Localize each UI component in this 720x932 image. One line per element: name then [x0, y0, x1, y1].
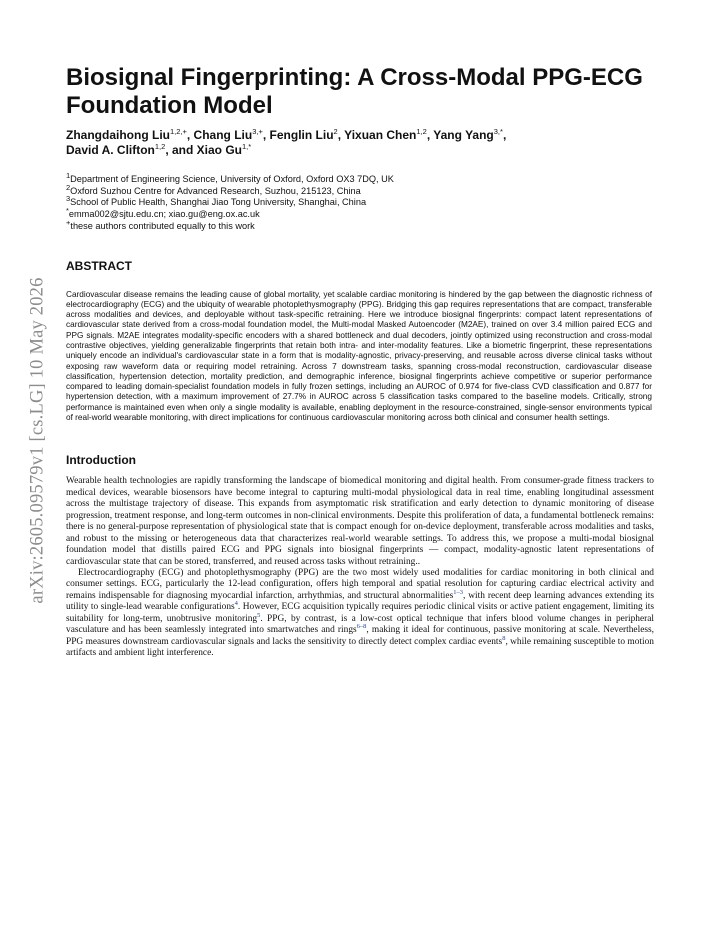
intro-paragraph-1: Wearable health technologies are rapidly transforming the landscape of biomedical monitoring and digital health. From consumer-grade fitness trackers to medical devices, wearable biosensors have become integral to capturing multi-modal physiological data in real time, enabling longitudinal assessment across the multistage trajectory of disease. This expands from asymptomatic risk stratification and early detection to dynamic monitoring of disease progression, treatment response, and long-term outcomes in non-clinical environments. Despite this proliferation of data, a fundamental bottleneck remains: there is no general-purpose representation of physiological state that is compact enough for on-device deployment, transferable across modalities and tasks, and robust to the missing or heterogeneous data that characterizes real-world wearable settings. To address this, we propose a multi-modal biosignal foundation model that distills paired ECG and PPG signals into biosignal fingerprints — compact, modality-agnostic latent representations of cardiovascular state that can be stored, transferred, and reused across tasks without retraining..: [66, 476, 654, 567]
author: Xiao $Gu^{1,*}$: [196, 142, 252, 157]
abstract-text: Cardiovascular disease remains the leading cause of global mortality, yet scalable cardiac monitoring is hindered by the gap between the diagnostic richness of electrocardiography (ECG) and the ubiquity of wearable photoplethysmography (PPG). Bridging this gap requires representations that are compact, transferable across modalities and devices, and deployable without task-specific retraining. Here we introduce biosignal fingerprints: compact latent representations of cardiovascular state derived from a cross-modal foundation model, the Multi-modal Masked Autoencoder (M2AE), trained on over 3.4 million paired ECG and PPG signals. M2AE integrates modality-specific encoders with a shared bottleneck and dual decoders, jointly optimized using reconstruction and cross-modal contrastive objectives, yielding generalizable fingerprints that retain both intra- and inter-modality features. Like a biometric fingerprint, these representations uniquely encode an individual's cardiovascular state in a form that is modality-agnostic, privacy-preserving, and reusable across diverse clinical tasks without exposing raw waveform data or requiring model retraining. Across 7 downstream tasks, spanning cross-modal reconstruction, cardiovascular disease classification, hypertension detection, mortality prediction, and demographic inference, biosignal fingerprints achieve competitive or superior performance compared to leading domain-specialist foundation models in fully frozen settings, including an AUROC of 0.974 for five-class CVD classification and 0.877 for hypertension detection, with a maximum improvement of 27.7% in AUROC across 5 classification tasks compared to the baseline models. Critically, strong performance is maintained even when only a single modality is available, enabling deployment in the resource-constrained, single-sensor environments typical of real-world wearable monitoring, with direct implications for continuous cardiovascular monitoring across both clinical and consumer health settings.: [66, 289, 652, 423]
citation-link[interactable]: 6–8: [356, 623, 367, 631]
affiliation: $^3$School of Public Health, Shanghai Jiao Tong University, Shanghai, China: [66, 194, 367, 208]
arxiv-identifier: arXiv:2605.09579v1 [cs.LG] 10 May 2026: [27, 276, 48, 604]
corresponding-emails: *emma002@sjtu.edu.cn; xiao.gu@eng.ox.ac.uk: [66, 206, 260, 220]
affiliation: $^2$Oxford Suzhou Centre for Advanced Research, Suzhou, 215123, China: [66, 182, 361, 196]
citation-link[interactable]: 1–3: [453, 588, 463, 596]
citation-link[interactable]: 4: [234, 600, 238, 608]
author: Zhangdaihong Liu$^{1,2,+}$,: [66, 127, 194, 142]
paper-title: Biosignal Fingerprinting: A Cross-Modal PPG-ECG Foundation Model: [66, 64, 643, 119]
introduction-body: [66, 476, 654, 659]
author-list: [66, 128, 654, 158]
author: Yixuan Chen$^{1,2}$,: [344, 127, 434, 142]
abstract-heading: ABSTRACT: [66, 258, 132, 273]
arxiv-sidebar-stamp: [10, 230, 66, 650]
paper-page: [66, 64, 654, 660]
affiliation: $^1$Department of Engineering Science, University of Oxford, Oxford OX3 7DQ, UK: [66, 170, 394, 184]
introduction-heading: Introduction: [66, 453, 136, 468]
citation-link[interactable]: 8: [502, 634, 506, 642]
author: Chang Liu$^{3,+}$,: [193, 127, 270, 142]
author: David A. Clifton$^{1,2}$, and: [66, 142, 197, 157]
equal-contribution-note: +these authors contributed equally to this work: [66, 217, 255, 231]
intro-paragraph-2: Electrocardiography (ECG) and photoplethysmography (PPG) are the two most widely used modalities for cardiac monitoring in both clinical and consumer settings. ECG, particularly the 12-lead configuration, offers high temporal and spatial resolution for capturing cardiac electrical activity and remains indispensable for diagnosing myocardial infarction, arrhythmias, and structural abnormalities$^{1-3}$, with recent deep learning advances extending its utility to single-lead wearable configurations$^4$. However, ECG acquisition typically requires periodic clinical visits or active patient engagement, limiting its suitability for long-term, unobtrusive monitoring$^5$. PPG, by contrast, is a low-cost optical technique that infers blood volume changes in peripheral vasculature and has been seamlessly integrated into smartwatches and rings$^{6-8}$, making it ideal for continuous, passive monitoring at scale. Nevertheless, PPG measures downstream cardiovascular signals and lacks the sensitivity to directly detect complex cardiac events$^8$, while remaining susceptible to motion artifacts and ambient light interference.: [66, 568, 654, 659]
author: Fenglin Liu$^2$,: [269, 127, 345, 142]
affiliations: [66, 170, 654, 233]
author: Yang Yang$^{3,*}$,: [433, 127, 507, 142]
citation-link[interactable]: 5: [257, 611, 261, 619]
